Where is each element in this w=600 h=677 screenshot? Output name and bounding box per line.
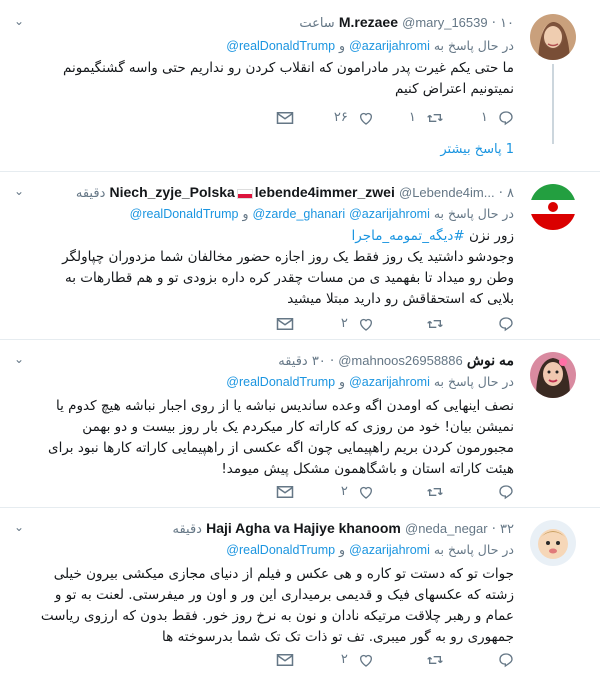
dm-button[interactable] [276, 314, 294, 334]
like-count: ۲۶ [333, 110, 348, 125]
mentions-joiner: و [339, 542, 346, 557]
mention-link[interactable]: @azarijahromi [349, 39, 430, 53]
mention-link[interactable]: @azarijahromi [349, 543, 430, 557]
reply-icon [498, 316, 514, 332]
show-more-replies-link[interactable]: 1 پاسخ بیشتر [440, 142, 514, 157]
chevron-down-icon[interactable]: ⌄ [13, 184, 25, 198]
reply-icon [498, 484, 514, 500]
like-count: ۲ [340, 316, 348, 331]
reply-button[interactable] [498, 650, 514, 670]
replying-to [40, 36, 514, 56]
avatar[interactable] [530, 184, 576, 230]
tweet[interactable] [0, 172, 600, 340]
user-handle[interactable]: @mary_16539 [402, 15, 488, 30]
tweet-actions [40, 108, 514, 128]
mention-link[interactable]: @azarijahromi [349, 375, 430, 389]
mentions-joiner: و [339, 374, 346, 389]
like-button[interactable] [341, 650, 374, 670]
avatar[interactable] [530, 520, 576, 566]
tweet-header [40, 12, 514, 32]
envelope-icon [276, 317, 294, 331]
chevron-down-icon[interactable]: ⌄ [13, 352, 25, 366]
envelope-icon [276, 485, 294, 499]
reply-icon [498, 110, 514, 126]
dm-button[interactable] [276, 482, 294, 502]
envelope-icon [276, 653, 294, 667]
replying-to [40, 372, 514, 392]
replying-to-label: در حال پاسخ به [433, 542, 514, 557]
retweet-icon [426, 484, 444, 500]
separator-dot: · [491, 522, 496, 537]
retweet-icon [426, 110, 444, 126]
dm-button[interactable] [276, 650, 294, 670]
tweet[interactable] [0, 0, 600, 172]
replying-to-label: در حال پاسخ به [433, 206, 514, 221]
display-name-part[interactable]: lebende4immer_zwei [254, 184, 395, 200]
tweet-header [40, 182, 514, 202]
tweet-header [40, 350, 514, 370]
retweet-icon [426, 652, 444, 668]
replying-to-label: در حال پاسخ به [433, 374, 514, 389]
user-handle[interactable]: @Lebende4im... [399, 185, 495, 200]
user-handle[interactable]: @neda_negar [405, 521, 488, 536]
retweet-count: ۱ [408, 110, 416, 125]
retweet-button[interactable] [409, 108, 444, 128]
separator-dot: · [329, 354, 335, 369]
replying-to [40, 540, 514, 560]
thread-line [552, 64, 554, 144]
display-name[interactable]: M.rezaee [338, 14, 398, 30]
timestamp[interactable]: ۱۰ ساعت [299, 16, 514, 31]
heart-icon [358, 484, 374, 500]
heart-icon [358, 110, 374, 126]
mention-link[interactable]: @zarde_ghanari [252, 207, 346, 221]
timestamp[interactable]: ۳۰ دقیقه [278, 354, 326, 369]
tweet-text: نصف اینهایی که اومدن اگه وعده ساندیس نباشه یا از روی اجبار نباشه هیچ کدوم یا نمیشن بیان! خود من روزی که کاراته کار میکردم یک بار روز بیست و دو بهمن مجبورمون کردن بریم راهپیمایی چون اگه عکسی از راهپیمایی کاراته کارها نبود برای هیئت کاراته استان و باشگاهمون مشکل پیش میومد! [48, 398, 514, 477]
replying-to [40, 204, 514, 224]
reply-count: ۱ [480, 110, 488, 125]
avatar[interactable] [530, 352, 576, 398]
heart-icon [358, 316, 374, 332]
separator-dot: · [498, 186, 503, 201]
timestamp[interactable]: ۳۲ دقیقه [172, 522, 514, 537]
mention-link[interactable]: @azarijahromi [349, 207, 430, 221]
display-name-part[interactable]: Niech_zyje_Polska [109, 184, 235, 200]
mention-link[interactable]: @realDonaldTrump [226, 39, 336, 53]
tweet-actions [40, 314, 514, 334]
retweet-button[interactable] [426, 482, 444, 502]
tweet[interactable] [0, 508, 600, 677]
reply-button[interactable] [481, 108, 514, 128]
chevron-down-icon[interactable]: ⌄ [13, 520, 25, 534]
retweet-icon [426, 316, 444, 332]
tweet-header [40, 518, 514, 538]
display-name[interactable]: Haji Agha va Hajiye khanoom [206, 520, 401, 536]
envelope-icon [276, 111, 294, 125]
like-button[interactable] [341, 482, 374, 502]
avatar[interactable] [530, 14, 576, 60]
like-button[interactable] [334, 108, 374, 128]
tweet-text: ما حتی یکم غیرت پدر مادرامون که انقلاب کردن رو نداریم حتی واسه گشنگیمونم نمیتونیم اعتراض کنیم [63, 60, 514, 97]
reply-icon [498, 652, 514, 668]
tweet-text: جوات تو که دستت تو کاره و هی عکس و فیلم از دنیای مجازی میکشی بیرون خیلی زشته که عکسهای فیک و قدیمی برمیداری این ور و اون ور میفرستی. لعنت به تو و عمام و رهبر چلاقت مرتیکه نادان و نون به نرخ روز خور. فقط بدون که ارزوی ریاست جمهوری رو به گور میبری. تف تو ذات تک تک شما بدرسوخته ها [40, 566, 514, 645]
mentions-joiner: و [242, 206, 249, 221]
like-count: ۲ [340, 484, 348, 499]
separator-dot: · [491, 16, 496, 31]
chevron-down-icon[interactable]: ⌄ [13, 14, 25, 28]
dm-button[interactable] [276, 108, 294, 128]
reply-button[interactable] [498, 482, 514, 502]
heart-icon [358, 652, 374, 668]
tweet-text-start: زور نزن [469, 228, 514, 244]
mention-link[interactable]: @realDonaldTrump [129, 207, 239, 221]
timestamp[interactable]: ۸ دقیقه [75, 186, 514, 201]
tweet-actions [40, 482, 514, 502]
replying-to-label: در حال پاسخ به [433, 38, 514, 53]
retweet-button[interactable] [426, 314, 444, 334]
mention-link[interactable]: @realDonaldTrump [226, 543, 336, 557]
hashtag-link[interactable]: #دیگه_تمومه_ماجرا [351, 228, 465, 244]
tweet-text [40, 226, 514, 310]
reply-button[interactable] [498, 314, 514, 334]
mention-link[interactable]: @realDonaldTrump [226, 375, 336, 389]
tweet[interactable] [0, 340, 600, 508]
retweet-button[interactable] [426, 650, 444, 670]
tweet-text-rest: وجودشو داشتید یک روز فقط یک روز اجازه حضور مخالفان شما مزدوران چپاولگر وطن رو میداد تا بفهمید ی من مسات چقدر کره داره بزودی تو و هم قطارهات به بلایی که استحقاقش رو دارید مبتلا میشید [62, 249, 514, 307]
mentions-joiner: و [339, 38, 346, 53]
like-button[interactable] [341, 314, 374, 334]
flag-icon [237, 189, 253, 199]
display-name[interactable]: مه نوش [466, 352, 514, 368]
like-count: ۲ [340, 652, 348, 667]
user-handle[interactable]: @mahnoos26958886 [338, 353, 463, 368]
tweet-actions [40, 650, 514, 670]
